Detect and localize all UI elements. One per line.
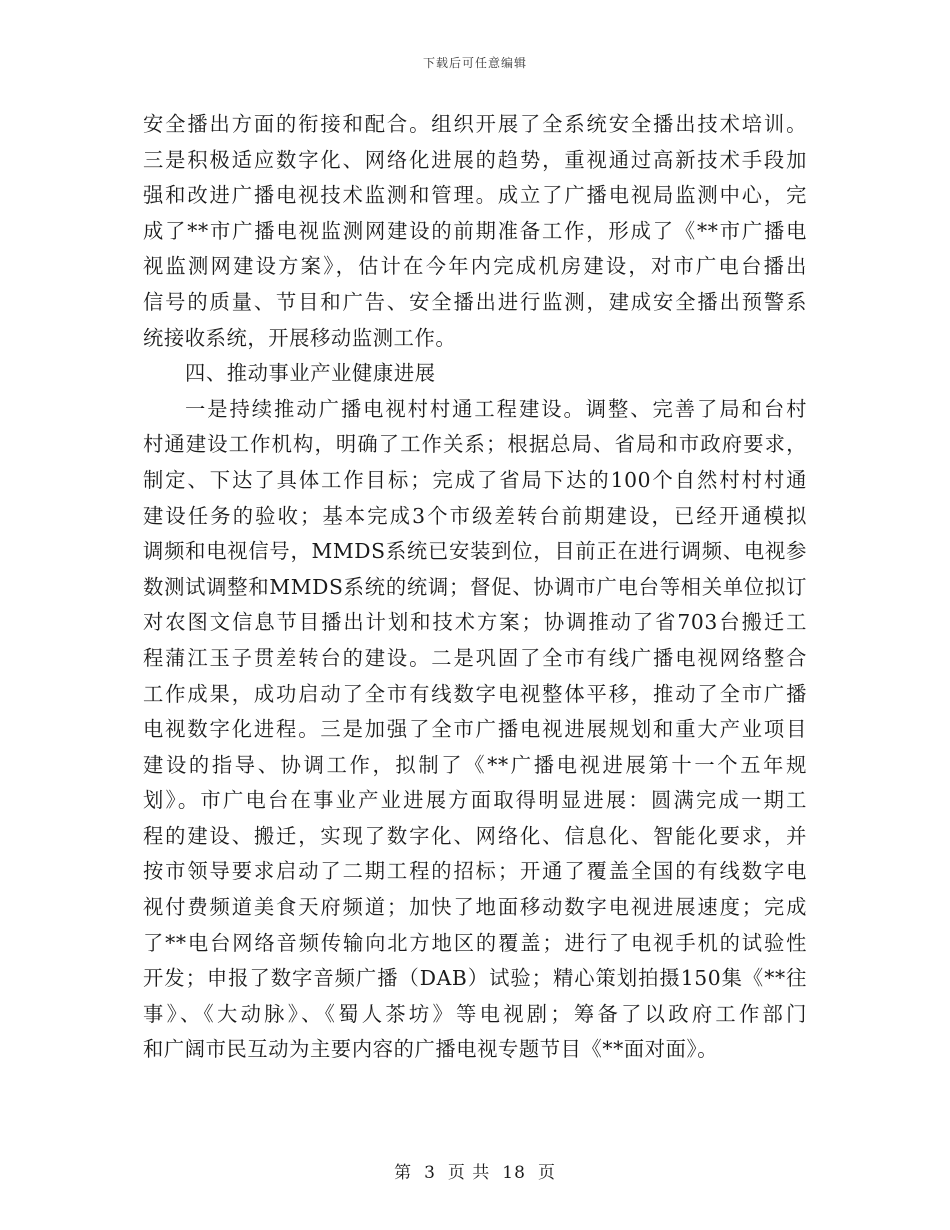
- page-header: 下载后可任意编辑: [422, 56, 527, 70]
- text-line: 程的建设、搬迁，实现了数字化、网络化、信息化、智能化要求，并: [143, 823, 807, 848]
- text-line: 视付费频道美食天府频道；加快了地面移动数字电视进展速度；完成: [143, 895, 807, 920]
- page-footer: [0, 1158, 950, 1183]
- text-line: 一是持续推动广播电视村村通工程建设。调整、完善了局和台村: [185, 396, 807, 421]
- body-text: [143, 107, 807, 1068]
- footer-prefix: 第: [394, 1163, 413, 1183]
- text-line: 事》、《大动脉》、《蜀人茶坊》等电视剧；筹备了以政府工作部门: [143, 1001, 807, 1026]
- text-line: 数测试调整和MMDS系统的统调；督促、协调市广电台等相关单位拟订: [143, 574, 807, 599]
- text-line: 开发；申报了数字音频广播（DAB）试验；精心策划拍摄150集《**往: [143, 966, 807, 991]
- text-line: 信号的质量、节目和广告、安全播出进行监测，建成安全播出预警系: [143, 289, 807, 314]
- text-line: 统接收系统，开展移动监测工作。: [143, 325, 457, 350]
- text-line: 强和改进广播电视技术监测和管理。成立了广播电视局监测中心，完: [143, 183, 807, 208]
- current-page-number: 3: [424, 1163, 436, 1183]
- text-line: 安全播出方面的衔接和配合。组织开展了全系统安全播出技术培训。: [143, 112, 807, 136]
- text-line: 和广阔市民互动为主要内容的广播电视专题节目《**面对面》。: [143, 1037, 719, 1062]
- text-line: 制定、下达了具体工作目标；完成了省局下达的100个自然村村村通: [143, 467, 807, 492]
- text-line: 三是积极适应数字化、网络化进展的趋势，重视通过高新技术手段加: [143, 147, 807, 172]
- text-line: 调频和电视信号，MMDS系统已安装到位，目前正在进行调频、电视参: [143, 539, 807, 564]
- text-line: 成了**市广播电视监测网建设的前期准备工作，形成了《**市广播电: [143, 218, 807, 243]
- text-line: 划》。市广电台在事业产业进展方面取得明显进展：圆满完成一期工: [143, 788, 807, 813]
- text-line: 程蒲江玉子贯差转台的建设。二是巩固了全市有线广播电视网络整合: [143, 645, 807, 670]
- footer-middle: 页 共: [447, 1163, 491, 1183]
- text-line: 按市领导要求启动了二期工程的招标；开通了覆盖全国的有线数字电: [143, 859, 807, 884]
- text-line: 了**电台网络音频传输向北方地区的覆盖；进行了电视手机的试验性: [143, 930, 807, 955]
- text-line: 对农图文信息节目播出计划和技术方案；协调推动了省703台搬迁工: [143, 610, 807, 635]
- text-line: 建设任务的验收；基本完成3个市级差转台前期建设，已经开通模拟: [143, 503, 807, 528]
- section-heading: 四、推动事业产业健康进展: [185, 361, 436, 386]
- total-page-count: 18: [502, 1163, 526, 1183]
- text-line: 视监测网建设方案》，估计在今年内完成机房建设，对市广电台播出: [143, 254, 807, 279]
- text-line: 工作成果，成功启动了全市有线数字电视整体平移，推动了全市广播: [143, 681, 807, 706]
- text-line: 电视数字化进程。三是加强了全市广播电视进展规划和重大产业项目: [143, 717, 807, 742]
- footer-suffix: 页: [537, 1163, 556, 1183]
- text-line: 建设的指导、协调工作，拟制了《**广播电视进展第十一个五年规: [143, 752, 807, 777]
- text-line: 村通建设工作机构，明确了工作关系；根据总局、省局和市政府要求，: [143, 432, 807, 457]
